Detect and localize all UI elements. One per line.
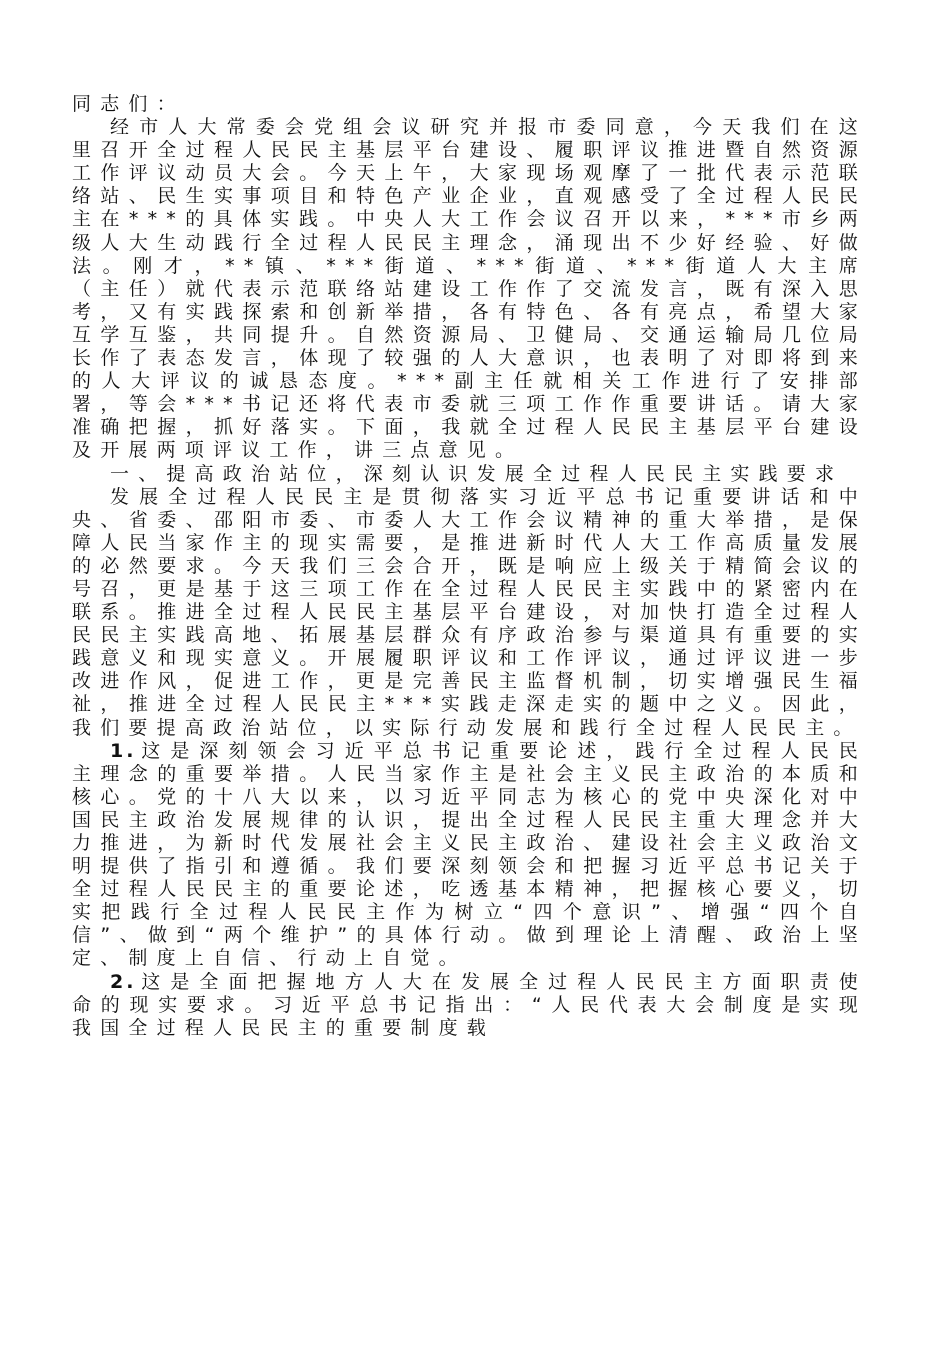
document-body [72, 93, 867, 1040]
point-1-paragraph [72, 740, 867, 971]
point-2-paragraph [72, 971, 867, 1040]
section-1-paragraph: 发展全过程人民民主是贯彻落实习近平总书记重要讲话和中央、省委、邵阳市委、市委人大工作会议精神的重大举措，是保障人民当家作主的现实需要，是推进新时代人大工作高质量发展的必然要求。今天我们三会合开，既是响应上级关于精简会议的号召，更是基于这三项工作在全过程人民民主实践中的紧密内在联系。推进全过程人民民主基层平台建设，对加快打造全过程人民民主实践高地、拓展基层群众有序政治参与渠道具有重要的实践意义和现实意义。开展履职评议和工作评议，通过评议进一步改进作风，促进工作，更是完善民主监督机制，切实增强民生福祉，推进全过程人民民主***实践走深走实的题中之义。因此，我们要提高政治站位，以实际行动发展和践行全过程人民民主。 [72, 485, 867, 739]
opening-paragraph: 经市人大常委会党组会议研究并报市委同意，今天我们在这里召开全过程人民民主基层平台建设、履职评议推进暨自然资源工作评议动员大会。今天上午，大家现场观摩了一批代表示范联络站、民生实事项目和特色产业企业，直观感受了全过程人民民主在***的具体实践。中央人大工作会议召开以来，***市乡两级人大生动践行全过程人民民主理念，涌现出不少好经验、好做法。刚才，**镇、***街道、***街道、***街道人大主席（主任）就代表示范联络站建设工作作了交流发言，既有深入思考，又有实践探索和创新举措，各有特色、各有亮点，希望大家互学互鉴，共同提升。自然资源局、卫健局、交通运输局几位局长作了表态发言，体现了较强的人大意识，也表明了对即将到来的人大评议的诚恳态度。***副主任就相关工作进行了安排部署，等会***书记还将代表市委就三项工作作重要讲话。请大家准确把握，抓好落实。下面，我就全过程人民民主基层平台建设及开展两项评议工作，讲三点意见。 [72, 116, 867, 462]
point-2-text: 这是全面把握地方人大在发展全过程人民民主方面职责使命的现实要求。习近平总书记指出：“人民代表大会制度是实现我国全过程人民民主的重要制度载 [72, 970, 867, 1039]
section-heading-1: 一、提高政治站位，深刻认识发展全过程人民民主实践要求 [110, 462, 844, 485]
point-1-number: 1. [110, 739, 137, 762]
salutation: 同志们： [72, 93, 185, 115]
point-2-number: 2. [110, 970, 137, 993]
point-1-text: 这是深刻领会习近平总书记重要论述，践行全过程人民民主理念的重要举措。人民当家作主是社会主义民主政治的本质和核心。党的十八大以来，以习近平同志为核心的党中央深化对中国民主政治发展规律的认识，提出全过程人民民主重大理念并大力推进，为新时代发展社会主义民主政治、建设社会主义政治文明提供了指引和遵循。我们要深刻领会和把握习近平总书记关于全过程人民民主的重要论述，吃透基本精神，把握核心要义，切实把践行全过程人民民主作为树立“四个意识”、增强“四个自信”、做到“两个维护”的具体行动。做到理论上清醒、政治上坚定、制度上自信、行动上自觉。 [72, 739, 867, 970]
